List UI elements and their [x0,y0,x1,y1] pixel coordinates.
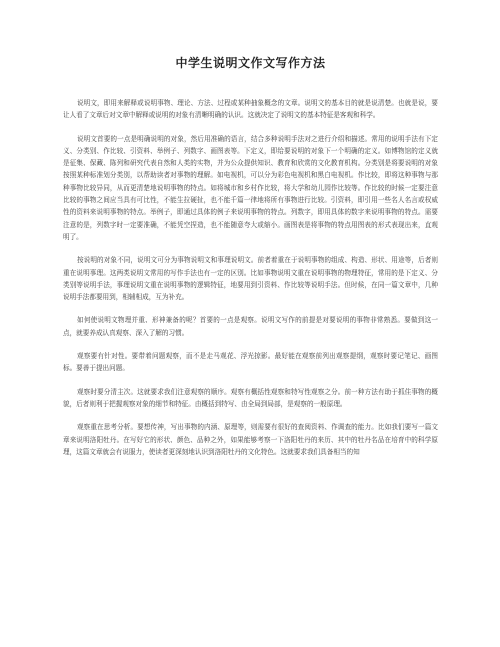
document-body [63,97,438,458]
paragraph-6: 观察时要分清主次。这就要求我们注意观察的顺序。观察有概括性观察和特写性观察之分。前一种方法有助于抓住事物的概貌，后者则利于把握观察对象的细节和特征。由概括到特写、由全局到局部，是观察的一般原理。 [63,387,438,408]
paragraph-7: 观察重在思考分析。要想传神，写出事物的内涵、原理等，则需要有很好的查阅资料、作调查的能力。比如我们要写一篇文章来说明洛阳牡丹。在写好它的形状、颜色、品种之外，如果能够考察一下洛阳牡丹的来历、其中的牡丹名品在培育中的科学原理，这篇文章就会有说服力，使读者更深刻地认识到洛阳牡丹的文化特色。这就要求我们具备相当的知 [63,423,438,456]
paragraph-5: 观察要有针对性。要带着问题观察，而不是走马观花、浮光掠影。最好能在观察前列出观察提纲，观察时要记笔记、画图标。要善于提出问题。 [63,352,438,373]
paragraph-2: 说明文首要的一点是明确说明的对象，然后用准确的语言，结合多种说明手法对之进行介绍和描述。常用的说明手法有下定义、分类别、作比较、引资料、举例子、列数字、画图表等。下定义，即给要说明的对象下一个明确的定义。如博物馆的定义就是征集、保藏、陈列和研究代表自然和人类的实物，并为公众提供知识、教育和欣赏的文化教育机构。分类别是将要说明的对象按照某种标准划分类别，以帮助读者对事物的理解。如电视机，可以分为彩色电视机和黑白电视机。作比较，即将这种事物与那种事物比较异同，从而更清楚地说明事物的特点。如将城市和乡村作比较，将大学和幼儿园作比较等。作比较的时候一定要注意比较的事物之间应当具有可比性，不能生拉硬扯，也不能千篇一律地将所有事物进行比较。引资料，即引用一些名人名言或权威性的资料来说明事物的特点。举例子，即通过具体的例子来说明事物的特点。列数字，即用具体的数字来说明事物的特点。需要注意的是，列数字时一定要准确，不能凭空捏造，也不能随意夸大或缩小。画图表是将事物的特点用图表的形式表现出来，直观明了。 [63,134,438,241]
paragraph-1: 说明文，即用来解释或说明事物、理论、方法、过程或某种抽象概念的文章。说明文的基本目的就是说清楚。也就是说，要让人看了文章后对文章中解释或说明的对象有清晰明确的认识。这就决定了说明文的基本特征是客观和科学。 [63,99,438,120]
paragraph-3: 按说明的对象不同，说明文可分为事物说明文和事理说明文。前者着重在于说明事物的组成、构造、形状、用途等，后者则重在说明事理。这两类说明文常用的写作手法也有一定的区别。比如事物说明文重在说明事物的物理特征，常用的是下定义、分类别等说明手法，事理说明文重在说明事物的逻辑特征，地要用到引资料、作比较等说明手法。但时候，在同一篇文章中，几种说明手法都要用到，相辅相成，互为补充。 [63,256,438,302]
paragraph-4: 如何使说明文物理并重、形神兼备的呢？首要的一点是观察。说明文写作的前提是对要说明的事物非常熟悉。要做到这一点，就要养成认真观察、深入了解的习惯。 [63,316,438,337]
document-title: 中学生说明文作文写作方法 [175,56,326,70]
